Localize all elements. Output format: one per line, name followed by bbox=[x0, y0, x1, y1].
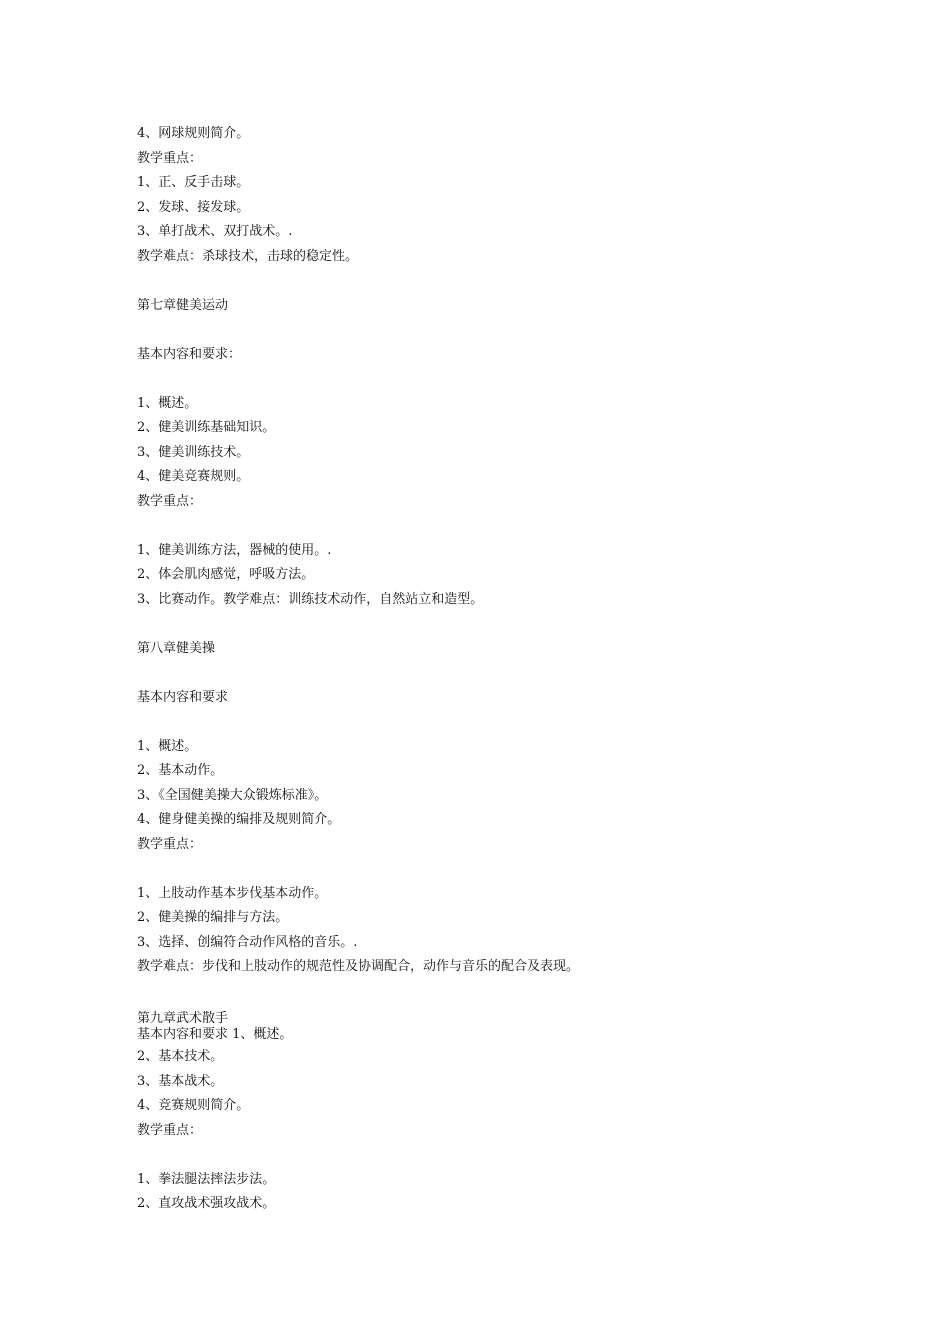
text-line: 1、上肢动作基本步伐基本动作。 bbox=[137, 886, 328, 901]
section-heading: 基本内容和要求 bbox=[137, 690, 229, 705]
text-line: 3、《全国健美操大众锻炼标准》。 bbox=[137, 788, 328, 803]
text-line: 4、网球规则简介。 bbox=[137, 126, 250, 141]
text-line: 3、比赛动作。教学难点：训练技术动作，自然站立和造型。 bbox=[137, 592, 484, 607]
text-line: 3、基本战术。 bbox=[137, 1074, 224, 1089]
text-line: 2、健美操的编排与方法。 bbox=[137, 910, 289, 925]
section-heading: 教学重点： bbox=[137, 1123, 203, 1138]
text-line: 2、体会肌肉感觉，呼吸方法。 bbox=[137, 567, 315, 582]
text-line: 3、健美训练技术。 bbox=[137, 445, 250, 460]
section-heading: 基本内容和要求： bbox=[137, 347, 242, 362]
text-line: 2、健美训练基础知识。 bbox=[137, 420, 276, 435]
chapter-title: 第八章健美操 bbox=[137, 641, 216, 656]
text-line: 教学难点：步伐和上肢动作的规范性及协调配合，动作与音乐的配合及表现。 bbox=[137, 959, 580, 974]
text-line: 4、健身健美操的编排及规则简介。 bbox=[137, 812, 341, 827]
chapter-title: 第七章健美运动 bbox=[137, 298, 229, 313]
text-line: 1、健美训练方法，器械的使用。. bbox=[137, 543, 332, 558]
text-line: 2、直攻战术强攻战术。 bbox=[137, 1196, 276, 1211]
text-line: 4、健美竞赛规则。 bbox=[137, 469, 250, 484]
text-line: 1、拳法腿法摔法步法。 bbox=[137, 1172, 276, 1187]
section-heading: 教学重点： bbox=[137, 837, 203, 852]
section-heading: 教学重点： bbox=[137, 494, 203, 509]
section-heading: 教学重点： bbox=[137, 151, 203, 166]
text-line: 2、发球、接发球。 bbox=[137, 200, 250, 215]
text-line: 4、竞赛规则简介。 bbox=[137, 1098, 250, 1113]
text-line: 2、基本技术。 bbox=[137, 1049, 224, 1064]
text-line: 3、单打战术、双打战术。. bbox=[137, 224, 293, 239]
text-line: 1、概述。 bbox=[137, 396, 198, 411]
text-line: 3、选择、创编符合动作风格的音乐。. bbox=[137, 935, 358, 950]
text-line: 教学难点：杀球技术，击球的稳定性。 bbox=[137, 249, 359, 264]
text-line: 1、正、反手击球。 bbox=[137, 175, 250, 190]
text-line: 2、基本动作。 bbox=[137, 763, 224, 778]
section-heading: 基本内容和要求 1、概述。 bbox=[137, 1027, 293, 1042]
chapter-title: 第九章武术散手 bbox=[137, 1011, 229, 1026]
text-line: 1、概述。 bbox=[137, 739, 198, 754]
